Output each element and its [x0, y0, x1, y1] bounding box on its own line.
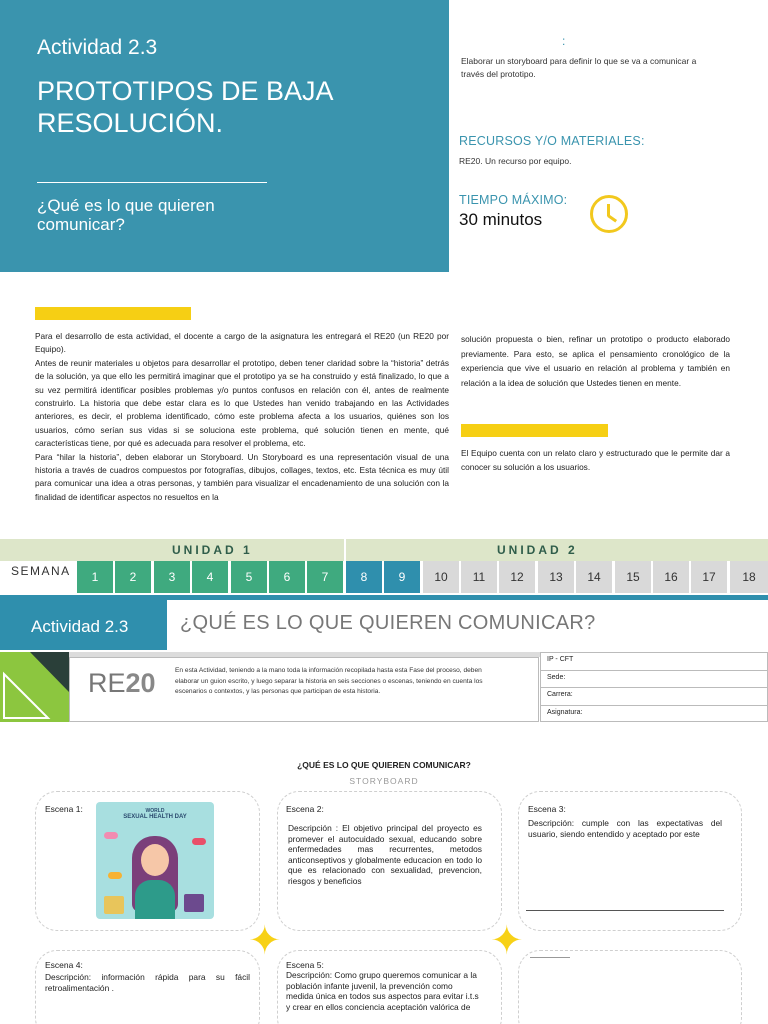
condom-pack: [104, 896, 124, 914]
week-cell: 15: [615, 561, 651, 593]
clock-icon: [590, 195, 628, 233]
week-cell: 17: [691, 561, 727, 593]
poster-small-text: WORLD: [145, 808, 165, 814]
week-cell: 9: [384, 561, 420, 593]
body-left-column: [35, 330, 449, 504]
week-cell: 18: [730, 561, 768, 593]
paragraph: Para el desarrollo de esta actividad, el docente a cargo de la asignatura les entregará el RE20 (un RE20 por Equipo).: [35, 331, 449, 355]
time-value: 30 minutos: [459, 210, 543, 229]
info-field-sede: Sede:: [541, 671, 767, 689]
decorative-corner-graphic: [0, 652, 69, 722]
scene-description: Descripción: cumple con las expectativas del usuario, siendo entendido y aceptado por este: [528, 818, 722, 839]
week-label: SEMANA: [0, 561, 76, 593]
divider: [37, 182, 267, 183]
unit-separator: [344, 539, 346, 561]
sparkle-star-icon: ✦: [248, 919, 282, 963]
scene-description: Descripción: información rápida para su fácil retroalimentación .: [45, 972, 250, 993]
scene-label: Escena 4:: [45, 960, 83, 970]
header-question: ¿Qué es lo que quieren comunicar?: [37, 196, 215, 234]
activity-label: Actividad 2.3: [37, 36, 158, 59]
objective-colon: :: [562, 34, 566, 48]
storyboard-title: ¿QUÉ ES LO QUE QUIEREN COMUNICAR?: [297, 760, 471, 770]
week-cell: 11: [461, 561, 497, 593]
activity-tab: Actividad 2.3: [0, 595, 167, 650]
storyboard-subtitle: STORYBOARD: [349, 776, 419, 786]
resource-prefix: RE: [88, 668, 126, 698]
paragraph: solución propuesta o bien, refinar un prototipo o producto elaborado previamente. Para esto, se aplica el pensamiento cronológico de la experiencia que vive el usuario en relación al problema y también en relación a la idea de solución que Ustedes tienen en mente.: [461, 334, 730, 388]
resource-number: 20: [125, 668, 156, 698]
paragraph: Antes de reunir materiales u objetos para desarrollar el prototipo, deben tener claridad sobre la “historia” detrás de la solución, ya que ello les permitirá imaginar que el prototipo ya se ha construido y está finalizado, lo que a su vez permitirá identificar posibles problemas y/o puntos confusos en relación con él, antes de realmente construirlo. La historia que debe estar clara es lo que Ustedes han venido trabajando en las Actividades anteriores, es decir, el problema identificado, cómo este problema afecta a los usuarios, quiénes son los usuarios, cómo serían sus vidas si se soluciona este problema, qué solución tienen en mente, qué características tiene, por qué es adecuada para resolver el problema, etc.: [35, 357, 449, 449]
section-strip: [167, 595, 768, 600]
week-cell: 8: [346, 561, 382, 593]
answer-line: [526, 910, 724, 911]
week-cell: 2: [115, 561, 151, 593]
sparkle-star-icon: ✦: [490, 919, 524, 963]
week-cell: 6: [269, 561, 305, 593]
section-highlight-bar: [35, 307, 191, 320]
week-cell: 4: [192, 561, 228, 593]
section-question: ¿QUÉ ES LO QUE QUIEREN COMUNICAR?: [180, 612, 596, 634]
scene-label: Escena 5:: [286, 960, 324, 970]
info-field-institution: IP - CFT: [541, 653, 767, 671]
scene-card-6: [518, 950, 742, 1024]
header-banner: [0, 0, 449, 272]
section-highlight-bar: [461, 424, 608, 437]
scene-label: Escena 3:: [528, 804, 566, 814]
scene-label: Escena 1:: [45, 804, 83, 814]
time-label: TIEMPO MÁXIMO:: [459, 193, 568, 207]
week-cell: 3: [154, 561, 190, 593]
resource-box: [69, 657, 539, 722]
info-field-asignatura: Asignatura:: [547, 708, 583, 716]
objective-text: Elaborar un storyboard para definir lo que se va a comunicar a través del prototipo.: [461, 56, 697, 79]
pill: [108, 872, 122, 879]
pill: [192, 838, 206, 845]
resources-value: RE20. Un recurso por equipo.: [459, 156, 572, 166]
unit-1-label: UNIDAD 1: [172, 543, 253, 557]
girl-face: [141, 844, 169, 876]
scene-description: Descripción: Como grupo queremos comunicar a la población infante juvenil, la prevención como medida única en todos sus aspectos para evitar i.t.s y crear en ellos conciencia aceptación valórica de: [286, 970, 479, 1012]
resources-label: RECURSOS Y/O MATERIALES:: [459, 134, 645, 148]
week-cell: 1: [77, 561, 113, 593]
info-field-carrera: Carrera:: [541, 688, 767, 706]
pill-box: [184, 894, 204, 912]
unit-header-row: [0, 539, 768, 561]
paragraph: Para “hilar la historia”, deben elaborar un Storyboard. Un Storyboard es una representación visual de una historia a través de cuadros compuestos por fotografías, dibujos, collages, textos, etc. Esta técnica es muy útil para comunicar una idea a otras personas, y también para visualizar el encadenamiento de una solución con la finalidad de identificar aspectos no resueltos en la: [35, 451, 449, 502]
unit-2-label: UNIDAD 2: [497, 543, 578, 557]
page-title: PROTOTIPOS DE BAJA RESOLUCIÓN.: [37, 76, 333, 138]
resource-description: En esta Actividad, teniendo a la mano toda la información recopilada hasta esta Fase del proceso, deben elaborar un guion escrito, y luego separar la historia en seis secciones o escenas, teniendo en cuenta los escenarios o contextos, y las personas que participan de esta historia.: [175, 667, 483, 695]
poster-title: SEXUAL HEALTH DAY: [123, 814, 187, 820]
paragraph: El Equipo cuenta con un relato claro y estructurado que le permite dar a conocer su solución a los usuarios.: [461, 448, 730, 472]
week-cell: 16: [653, 561, 689, 593]
week-cell: 12: [499, 561, 535, 593]
week-cell: 14: [576, 561, 612, 593]
week-cell: 10: [423, 561, 459, 593]
week-cell: 13: [538, 561, 574, 593]
header-info-panel: [449, 0, 768, 272]
week-cell: 7: [307, 561, 343, 593]
sexual-health-poster-image: [96, 802, 214, 919]
scene-description: Descripción : El objetivo principal del proyecto es promever el autocuidado sexual, educando sobre enfermedades mas recurrentes, metodos anticonseptivos y globalmente educacion en todo lo que es relacionado con sexualidad, prevencion, riesgos y beneficios: [288, 823, 482, 886]
resource-code: [88, 668, 156, 699]
week-cell: 5: [231, 561, 267, 593]
pill: [104, 832, 118, 839]
girl-body: [135, 880, 175, 919]
scene-label-placeholder: [530, 957, 570, 958]
info-fields: [540, 652, 768, 722]
scene-label: Escena 2:: [286, 804, 324, 814]
